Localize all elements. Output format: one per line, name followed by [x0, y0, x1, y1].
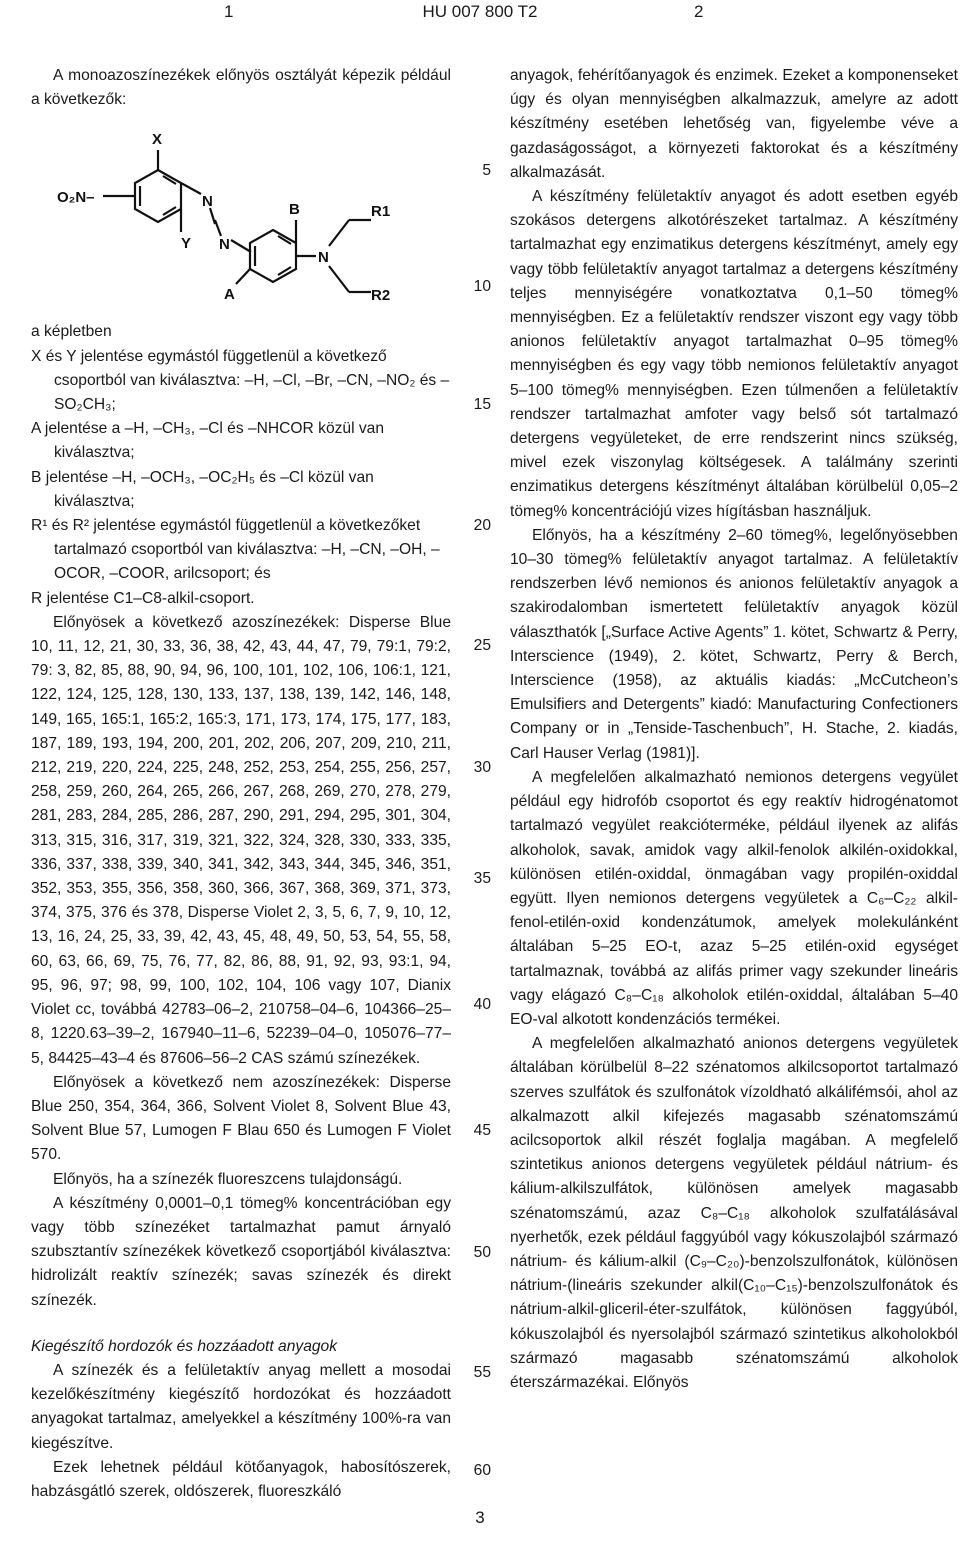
- structure-label-a: A: [224, 286, 235, 303]
- paragraph-anionic: A megfelelően alkalmazható anionos detergens vegyületek általában körülbelül 8–22 szénatomos alkilcsoportot tartalmazó szerves szulfátok és szulfonátok vízoldható alkálifémsói, ahol az alkalmazott alkil kifejezés magasabb szénatomszámú acilcsoportok alkil részét foglalja magában. A megfelelő szintetikus anionos detergens vegyületek például nátrium- és kálium-alkilszulfátok, különösen amelyek magasabb szénatomszámú, azaz C₈–C₁₈ alkoholok szulfatálásával nyerhetők, ezek például faggyúból vagy kókuszolajból származó nátrium- és kálium-alkil (C₉–C₂₀)-benzolszulfonátok, különösen nátrium-(lineáris szekunder alkil(C₁₀–C₁₅)-benzolszulfonátok és nátrium-alkil-gliceril-éter-szulfátok, különösen faggyúból, kókuszolajból és nyersolajból származó szintetikus alkoholokból származó magasabb szénatomszámú alkoholok éterszármazékai. Előnyös: [510, 1035, 958, 1391]
- paragraph-surfactant-amount: Előnyös, ha a készítmény 2–60 tömeg%, legelőnyösebben 10–30 tömeg% felületaktív anyagot tartalmaz. A felületaktív rendszerben lévő nemionos és anionos felületaktív anyagok a szakirodalomban ismertetett felületaktív anyagok közül választhatók [„Surface Active Agents” 1. kötet, Schwartz & Perry, Interscience (1949), 2. kötet, Schwartz, Perry & Berch, Interscience (1958), az aktuális kiadás: „McCutcheon’s Emulsifiers and Detergents” kiadó: Manufacturing Confectioners Company or in „Tenside-Taschenbuch”, H. Stache, 2. kiadás, Carl Hauser Verlag (1981)].: [510, 526, 958, 762]
- structure-label-n2: N: [219, 236, 230, 254]
- definition-r1-r2: R¹ és R² jelentése egymástól függetlenül a következőket tartalmazó csoportból van kiválasztva: –H, –CN, –OH, –OCOR, –COOR, arilcsoport; és: [31, 517, 440, 583]
- structure-label-o2n: O₂N–: [57, 189, 95, 207]
- left-column: [31, 64, 451, 1504]
- section-title: Kiegészítő hordozók és hozzáadott anyagok: [31, 1337, 338, 1355]
- paragraph-azo-dyes: Előnyösek a következő azoszínezékek: Disperse Blue 10, 11, 12, 21, 30, 33, 36, 38, 42, 43, 44, 47, 79, 79:1, 79:2, 79: 3, 82, 85, 88, 90, 94, 96, 100, 101, 102, 106, 106:1, 121, 122, 124, 125, 128, 130, 133, 137, 138, 139, 142, 146, 148, 149, 165, 165:1, 165:2, 165:3, 171, 173, 174, 175, 177, 183, 187, 189, 193, 194, 200, 201, 202, 206, 207, 209, 210, 211, 212, 219, 220, 224, 225, 248, 252, 253, 254, 255, 256, 257, 258, 259, 260, 264, 265, 266, 267, 268, 269, 270, 278, 279, 281, 283, 284, 285, 286, 287, 290, 291, 294, 295, 301, 304, 313, 315, 316, 317, 319, 321, 322, 324, 328, 330, 333, 335, 336, 337, 338, 339, 340, 341, 342, 343, 344, 345, 346, 351, 352, 353, 355, 356, 358, 360, 366, 367, 368, 369, 371, 373, 374, 375, 376 és 378, Disperse Violet 2, 3, 5, 6, 7, 9, 10, 12, 13, 16, 24, 25, 33, 39, 42, 43, 45, 48, 49, 50, 53, 54, 55, 58, 60, 63, 66, 69, 75, 76, 77, 82, 86, 88, 91, 92, 93, 93:1, 94, 95, 96, 97; 98, 99, 100, 102, 104, 106 vagy 107, Dianix Violet cc, továbbá 42783–06–2, 210758–04–6, 104366–25–8, 1220.63–39–2, 167940–11–6, 52239–04–0, 105076–77–5, 84425–43–4 és 87606–56–2 CAS számú színezékek.: [31, 613, 451, 1067]
- structure-label-x: X: [152, 131, 163, 149]
- line-number: 50: [473, 1244, 491, 1261]
- paragraph-examples: Ezek lehetnek például kötőanyagok, habosítószerek, habzásgátló szerek, oldószerek, fluoreszkáló: [31, 1458, 451, 1500]
- line-number: 5: [482, 162, 491, 179]
- paragraph-fluorescent: Előnyös, ha a színezék fluoreszcens tulajdonságú.: [53, 1170, 403, 1188]
- line-number: 40: [473, 996, 491, 1013]
- paragraph-surfactant: A készítmény felületaktív anyagot és adott esetben egyéb szokásos detergens alkotórészeket tartalmaz. A készítmény tartalmazhat egy enzimatikus detergens készítményt, amely egy vagy több felületaktív anyagot tartalmaz a detergens készítmény teljes mennyiségére vonatkoztatva 0,1–50 tömeg% mennyiségben. Ez a felületaktív rendszer viszont egy vagy több anionos felületaktív anyagot tartalmazhat 0–95 tömeg% mennyiségben és egy vagy több nemionos felületaktív anyagot 5–100 tömeg% mennyiségben. Ezen túlmenően a felületaktív rendszer tartalmazhat amfoter vagy belső sót tartalmazó detergens vegyületeket, de erre rendszerint nincs szükség, mivel ezek viszonylag költségesek. A találmány szerinti enzimatikus detergens készítményt általában körülbelül 0,05–2 tömeg% koncentrációjú vizes hígításban használjuk.: [510, 188, 958, 520]
- structure-label-y: Y: [181, 235, 192, 253]
- line-number: 45: [473, 1122, 491, 1139]
- paragraph-carriers: A színezék és a felületaktív anyag mellett a mosodai kezelőkészítmény kiegészítő hordozókat és hozzáadott anyagokat tartalmaz, amelyekkel a készítmény 100%-ra van kiegészítve.: [31, 1361, 451, 1452]
- structure-label-n3: N: [318, 249, 329, 267]
- page-number-right: 2: [694, 2, 704, 21]
- paragraph-nonionic: A megfelelően alkalmazható nemionos detergens vegyület például egy hidrofób csoportot és egy reaktív hidrogénatomot tartalmazó vegyület reakcióterméke, például ilyenek az alifás alkoholok, savak, amidok vagy alkil-fenolok alkilén-oxidokkal, különösen etilén-oxiddal, önmagában vagy propilén-oxiddal együtt. Ilyen nemionos detergens vegyületek a C₆–C₂₂ alkil-fenol-etilén-oxid kondenzátumok, amelyek molekulánként általában 5–25 EO-t, azaz 5–25 etilén-oxid egységet tartalmaznak, továbbá az alifás primer vagy szekunder lineáris vagy elágazó C₈–C₁₈ alkoholok etilén-oxiddal, általában 5–40 EO-val alkotott kondenzációs termékei.: [510, 768, 958, 1028]
- line-number: 35: [473, 870, 491, 887]
- document-id: HU 007 800 T2: [422, 2, 538, 21]
- paragraph-concentration: A készítmény 0,0001–0,1 tömeg% koncentrációban egy vagy több színezéket tartalmazhat pamut árnyaló szubsztantív színezékek következő csoportjából kiválasztva: hidrolizált reaktív színezék; savas színezék és direkt színezék.: [31, 1194, 451, 1309]
- line-number: 25: [473, 637, 491, 654]
- chemical-structure: [31, 112, 451, 302]
- definition-b: B jelentése –H, –OCH₃, –OC₂H₅ és –Cl közül van kiválasztva;: [31, 468, 374, 510]
- line-number: 20: [473, 517, 491, 534]
- structure-label-b: B: [289, 201, 300, 219]
- page-footer-number: 3: [475, 1508, 485, 1527]
- definition-x-y: X és Y jelentése egymástól függetlenül a következő csoportból van kiválasztva: –H, –Cl, –Br, –CN, –NO₂ és –SO₂CH₃;: [31, 347, 450, 414]
- line-number: 30: [473, 759, 491, 776]
- structure-label-r2: R2: [371, 287, 391, 303]
- line-number: 10: [473, 278, 491, 295]
- right-column: [510, 64, 958, 1395]
- structure-label-n1: N: [202, 193, 213, 211]
- paragraph-components: anyagok, fehérítőanyagok és enzimek. Ezeket a komponenseket úgy és olyan mennyiségben alkalmazzuk, amelyre az adott készítmény esetében lehetőség van, figyelembe véve a gazdaságosságot, a környezeti faktorokat és a készítmény alkalmazását.: [510, 67, 958, 181]
- page-number-left: 1: [224, 2, 234, 21]
- definition-r: R jelentése C1–C8-alkil-csoport.: [31, 589, 255, 607]
- intro-paragraph: A monoazoszínezékek előnyös osztályát képezik például a következők:: [31, 67, 451, 109]
- structure-label-r1: R1: [371, 203, 391, 221]
- line-number: 60: [473, 1462, 491, 1479]
- formula-intro: a képletben: [31, 323, 112, 341]
- line-number: 55: [473, 1364, 491, 1381]
- definition-a: A jelentése a –H, –CH₃, –Cl és –NHCOR közül van kiválasztva;: [31, 420, 385, 462]
- line-number: 15: [473, 396, 491, 413]
- paragraph-non-azo-dyes: Előnyösek a következő nem azoszínezékek: Disperse Blue 250, 354, 364, 366, Solvent Violet 8, Solvent Blue 43, Solvent Blue 57, Lumogen F Blau 650 és Lumogen F Violet 570.: [31, 1073, 451, 1164]
